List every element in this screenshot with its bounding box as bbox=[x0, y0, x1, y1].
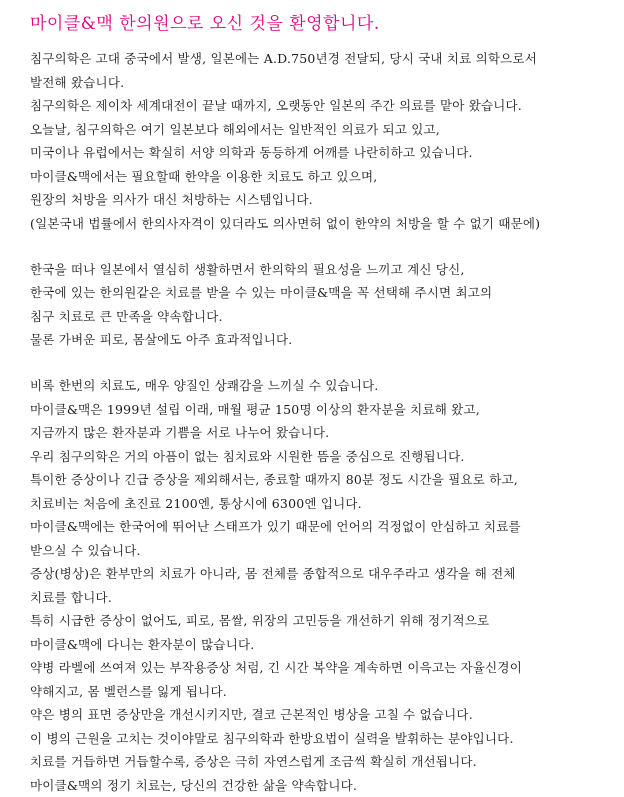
text-line: 특히 시급한 증상이 없어도, 피로, 몸쌀, 위장의 고민등을 개선하기 위해 정기적으로 bbox=[30, 609, 618, 633]
text-line: (일본국내 법률에서 한의사자격이 있더라도 의사면허 없이 한약의 처방을 할 수 없기 때문에) bbox=[30, 212, 618, 236]
text-line: 마이클&맥에서는 필요할때 한약을 이용한 치료도 하고 있으며, bbox=[30, 165, 618, 189]
text-line: 비록 한번의 치료도, 매우 양질인 상쾌감을 느끼실 수 있습니다. bbox=[30, 374, 618, 398]
text-line: 침구의학은 제이차 세계대전이 끝날 때까지, 오랫동안 일본의 주간 의료를 맡아 왔습니다. bbox=[30, 94, 618, 118]
text-line: 한국을 떠나 일본에서 열심히 생활하면서 한의학의 필요성을 느끼고 계신 당신, bbox=[30, 258, 618, 282]
text-line: 우리 침구의학은 거의 아픔이 없는 침치료와 시원한 뜸을 중심으로 진행됩니다. bbox=[30, 445, 618, 469]
text-line: 치료비는 처음에 초진료 2100엔, 통상시에 6300엔 입니다. bbox=[30, 492, 618, 516]
text-line: 마이클&맥의 정기 치료는, 당신의 건강한 삶을 약속합니다. bbox=[30, 774, 618, 797]
body-text bbox=[30, 47, 618, 797]
text-line: 받으실 수 있습니다. bbox=[30, 539, 618, 563]
text-line: 마이클&맥에는 한국어에 뛰어난 스태프가 있기 때문에 언어의 걱정없이 안심하고 치료를 bbox=[30, 515, 618, 539]
paragraph-invitation bbox=[30, 258, 618, 352]
paragraph-details bbox=[30, 374, 618, 797]
text-line: 약해지고, 몸 벨런스를 잃게 됩니다. bbox=[30, 680, 618, 704]
text-line: 오늘날, 침구의학은 여기 일본보다 해외에서는 일반적인 의료가 되고 있고, bbox=[30, 118, 618, 142]
text-line: 발전해 왔습니다. bbox=[30, 71, 618, 95]
paragraph-intro bbox=[30, 47, 618, 235]
page-title: 마이클&맥 한의원으로 오신 것을 환영합니다. bbox=[30, 9, 380, 34]
text-line: 물론 가벼운 피로, 몸살에도 아주 효과적입니다. bbox=[30, 328, 618, 352]
text-line: 원장의 처방을 의사가 대신 처방하는 시스템입니다. bbox=[30, 188, 618, 212]
text-line: 치료를 거듭하면 거듭할수록, 증상은 극히 자연스럽게 조금씩 확실히 개선됩니다. bbox=[30, 750, 618, 774]
text-line: 마이클&맥에 다니는 환자분이 많습니다. bbox=[30, 633, 618, 657]
text-line: 약병 라벨에 쓰여져 있는 부작용증상 처럼, 긴 시간 복약을 계속하면 이윽고는 자율신경이 bbox=[30, 656, 618, 680]
text-line: 침구의학은 고대 중국에서 발생, 일본에는 A.D.750년경 전달되, 당시 국내 치료 의학으로서 bbox=[30, 47, 618, 71]
text-line: 증상(병상)은 환부만의 치료가 아니라, 몸 전체를 종합적으로 대우주라고 생각을 해 전체 bbox=[30, 562, 618, 586]
text-line: 한국에 있는 한의원같은 치료를 받을 수 있는 마이클&맥을 꼭 선택해 주시면 최고의 bbox=[30, 281, 618, 305]
text-line: 특이한 증상이나 긴급 증상을 제외해서는, 종료할 때까지 80분 정도 시간을 필요로 하고, bbox=[30, 468, 618, 492]
text-line: 미국이나 유럽에서는 확실히 서양 의학과 동등하게 어깨를 나란히하고 있습니다. bbox=[30, 141, 618, 165]
text-line: 침구 치료로 큰 만족을 약속합니다. bbox=[30, 305, 618, 329]
text-line: 지금까지 많은 환자분과 기쁨을 서로 나누어 왔습니다. bbox=[30, 421, 618, 445]
text-line: 이 병의 근원을 고치는 것이야말로 침구의학과 한방요법이 실력을 발휘하는 분야입니다. bbox=[30, 727, 618, 751]
text-line: 약은 병의 표면 증상만을 개선시키지만, 결코 근본적인 병상을 고칠 수 없습니다. bbox=[30, 703, 618, 727]
text-line: 치료를 합니다. bbox=[30, 586, 618, 610]
text-line: 마이클&맥은 1999년 설립 이래, 매월 평균 150명 이상의 환자분을 치료해 왔고, bbox=[30, 398, 618, 422]
